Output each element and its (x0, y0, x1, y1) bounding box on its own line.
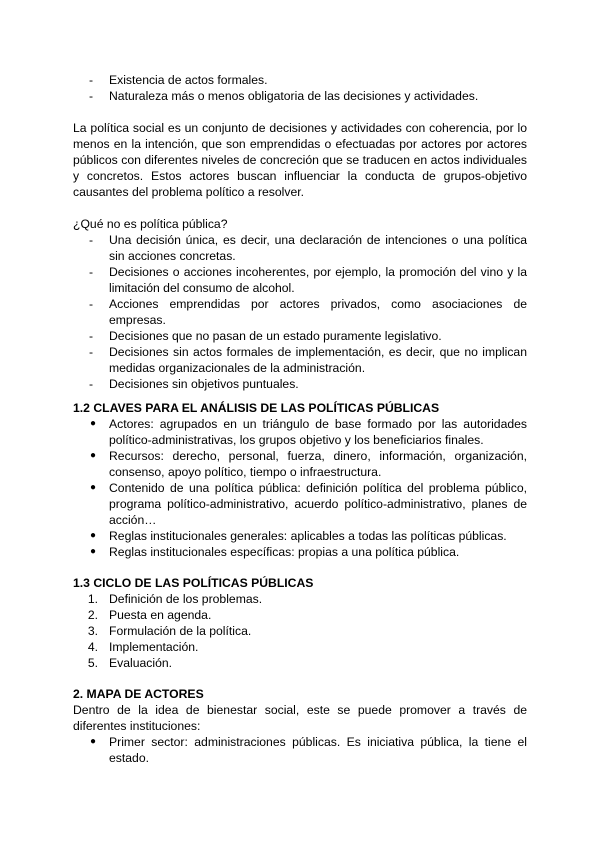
list-item: 1. Definición de los problemas. (87, 592, 263, 606)
bullet-icon: ● (90, 482, 97, 493)
section-heading-1-3: 1.3 CICLO DE LAS POLÍTICAS PÚBLICAS (73, 576, 314, 590)
list-item: ● Contenido de una política pública: definición política del problema público, programa político-administrativo, acuerdo político-administrativo, planes de acción… (90, 481, 527, 527)
section-heading-1-2: 1.2 CLAVES PARA EL ANÁLISIS DE LAS POLÍTICAS PÚBLICAS (73, 401, 440, 415)
dash-marker (89, 328, 105, 344)
list-item: ● Recursos: derecho, personal, fuerza, dinero, información, organización, consenso, apoyo político, tiempo o infraestructura. (90, 449, 527, 479)
dash-marker (89, 88, 105, 104)
bullet-icon: ● (90, 546, 97, 557)
list-item: - Existencia de actos formales. (73, 72, 527, 88)
list-item: - Naturaleza más o menos obligatoria de las decisiones y actividades. (73, 88, 527, 104)
list-item: 5. Evaluación. (87, 656, 173, 670)
list-item: - Decisiones o acciones incoherentes, por ejemplo, la promoción del vino y la limitación del consumo de alcohol. (73, 264, 527, 296)
list-item: ● Actores: agrupados en un triángulo de base formado por las autoridades político-administrativas, los grupos objetivo y los beneficiarios finales. (90, 417, 527, 447)
cycle-list (73, 591, 527, 671)
list-item: - Una decisión única, es decir, una declaración de intenciones o una política sin acciones concretas. (73, 232, 527, 264)
bullet-icon: ● (90, 736, 97, 747)
definition-paragraph: La política social es un conjunto de decisiones y actividades con coherencia, por lo menos en la intención, que son emprendidas o efectuadas por actores por actores públicos con diferentes niveles de concreción que se traducen en actos individuales y concretos. Estos actores buscan influenciar la conducta de grupos-objetivo causantes del problema político a resolver. (73, 121, 527, 199)
list-item: ● Reglas institucionales generales: aplicables a todas las políticas públicas. (90, 529, 507, 543)
sectors-list (73, 734, 527, 766)
document-page (73, 72, 527, 766)
intro-list (73, 72, 527, 104)
list-item: 4. Implementación. (87, 640, 199, 654)
actors-paragraph: Dentro de la idea de bienestar social, este se puede promover a través de diferentes instituciones: (73, 703, 527, 733)
list-item: ● Reglas institucionales específicas: propias a una política pública. (90, 545, 460, 559)
list-item: - Decisiones sin actos formales de implementación, es decir, que no implican medidas organizacionales de la administración. (73, 344, 527, 376)
list-item: 2. Puesta en agenda. (87, 608, 212, 622)
bullet-icon: ● (90, 450, 97, 461)
dash-marker (89, 376, 105, 392)
bullet-icon: ● (90, 418, 97, 429)
list-item: ● Primer sector: administraciones públicas. Es iniciativa pública, la tiene el estado. (90, 735, 527, 765)
dash-marker (89, 264, 105, 280)
dash-marker (89, 296, 105, 312)
dash-marker (89, 232, 105, 248)
not-policy-question: ¿Qué no es política pública? (73, 217, 228, 231)
bullet-icon: ● (90, 530, 97, 541)
dash-marker (89, 72, 105, 88)
list-item: 3. Formulación de la política. (87, 624, 252, 638)
list-item: - Decisiones sin objetivos puntuales. (73, 376, 527, 392)
section-heading-2: 2. MAPA DE ACTORES (73, 687, 204, 701)
list-item: - Acciones emprendidas por actores privados, como asociaciones de empresas. (73, 296, 527, 328)
not-policy-list (73, 232, 527, 392)
keys-list (73, 416, 527, 560)
dash-marker (89, 344, 105, 360)
list-item: - Decisiones que no pasan de un estado puramente legislativo. (73, 328, 527, 344)
